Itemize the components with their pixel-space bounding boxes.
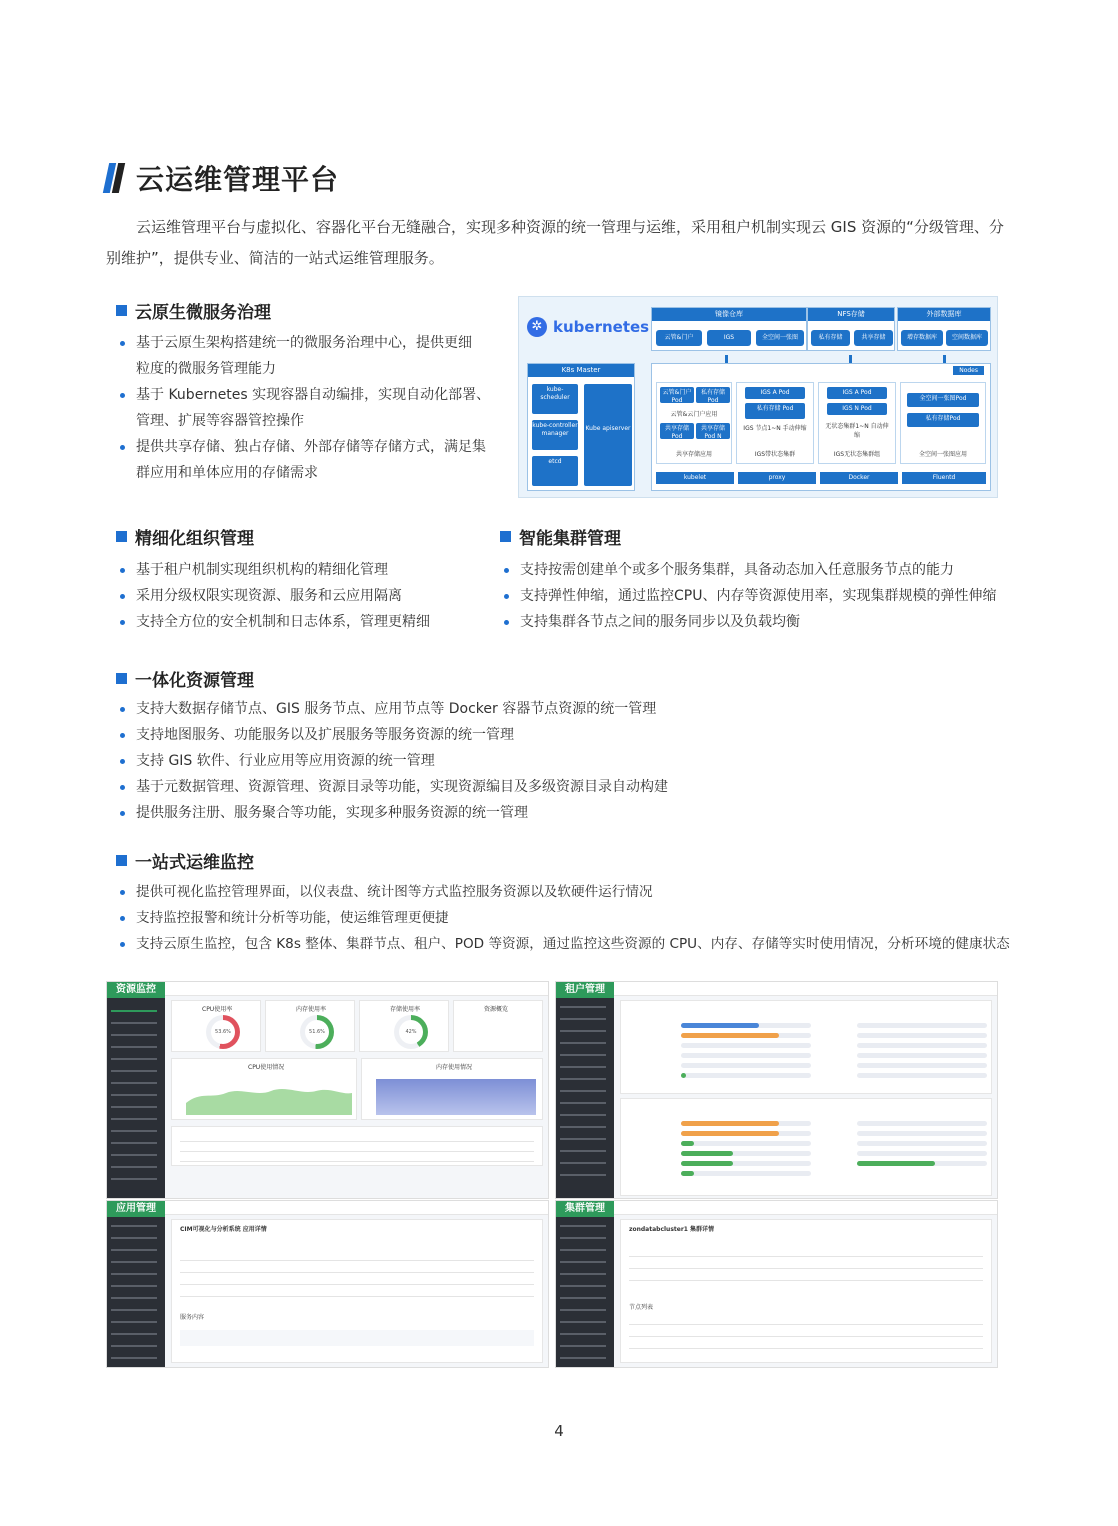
list-item: 支持云原生监控，包含 K8s 整体、集群节点、租户、POD 等资源，通过监控这些资源的 CPU、内存、存储等实时使用情况，分析环境的健康状态 [118, 931, 1018, 957]
list-item-cont: 管理、扩展等容器管控操作 [136, 413, 304, 429]
node-col: 全空间一张图Pod 私有存储Pod 全空间一张图应用 [900, 382, 986, 464]
screenshot-app-management [106, 1200, 549, 1368]
screenshot-cluster-management [555, 1200, 998, 1368]
list-item-cont: 粒度的微服务管理能力 [136, 361, 276, 377]
node-col: IGS A Pod IGS N Pod 无状态集群1~N 自动伸缩 IGS无状态集群组 [818, 382, 896, 464]
list-microservice [118, 330, 503, 486]
list-item: 基于云原生架构搭建统一的微服务治理中心，提供更细 [118, 330, 503, 356]
sidebar [556, 1201, 614, 1367]
sidebar [556, 982, 614, 1198]
list-item: 支持按需创建单个或多个服务集群，具备动态加入任意服务节点的能力 [502, 557, 1014, 583]
list-item: 支持全方位的安全机制和日志体系，管理更精细 [118, 609, 488, 635]
list-item: 采用分级权限实现资源、服务和云应用隔离 [118, 583, 488, 609]
title-mark-icon [106, 163, 124, 193]
panel-overview: 资源概览 [453, 1000, 543, 1052]
square-bullet-icon [116, 531, 127, 542]
title-row [106, 158, 339, 198]
sidebar [107, 1201, 165, 1367]
list-item: 支持地图服务、功能服务以及扩展服务等服务资源的统一管理 [118, 722, 998, 748]
node-col: IGS A Pod 私有存储 Pod IGS 节点1~N 手动伸缩 IGS带状态集群 [736, 382, 814, 464]
external-db-group: 外部数据库 增存数据库 空间数据库 [897, 307, 991, 351]
tenant-card-1 [620, 1000, 992, 1094]
list-item-cont: 群应用和单体应用的存储需求 [136, 465, 318, 481]
panel-cpu-chart: CPU使用情况 [171, 1058, 357, 1120]
square-bullet-icon [116, 855, 127, 866]
page-title: 云运维管理平台 [136, 163, 340, 196]
panel-memory-chart: 内存使用情况 [361, 1058, 543, 1120]
kubernetes-architecture-diagram [518, 296, 998, 498]
panel-cpu: CPU使用率 53.6% [171, 1000, 261, 1052]
list-item: 支持监控报警和统计分析等功能，使运维管理更便捷 [118, 905, 1018, 931]
topbar [165, 1201, 548, 1215]
k8s-nodes: Nodes 云管&门户 Pod 私有存储 Pod 云管&云门户应用 共享存储 Pod 共享存储 Pod N 共享存储应用 IGS A Pod 私有存储 Pod IGS 节点1~N 手动伸缩 IGS带状态集群 IGS A Pod IGS N Pod 无状态集群1~N 自动伸缩 IGS无状态集群组 全空间一张图Pod 私有存储Pod 全空间一张图应用 kubelet proxy Docker Fluentd [651, 363, 991, 491]
list-item: 支持 GIS 软件、行业应用等应用资源的统一管理 [118, 748, 998, 774]
topbar [614, 1201, 997, 1215]
section-heading-resource: 一体化资源管理 [116, 666, 254, 691]
screenshot-tenant-management [555, 981, 998, 1199]
section-heading-monitor: 一站式运维监控 [116, 848, 254, 873]
k8s-master: K8s Master kube-scheduler kube-controller manager etcd Kube apiserver [527, 363, 635, 491]
list-item: 支持集群各节点之间的服务同步以及负载均衡 [502, 609, 1014, 635]
section-heading-microservice [116, 298, 271, 323]
list-item: 基于租户机制实现组织机构的精细化管理 [118, 557, 488, 583]
square-bullet-icon [116, 673, 127, 684]
panel-storage: 存储使用率 42% [359, 1000, 449, 1052]
square-bullet-icon [116, 305, 127, 316]
panel-memory: 内存使用率 51.6% [265, 1000, 355, 1052]
panel-table [171, 1126, 543, 1166]
screenshot-resource-monitor [106, 981, 549, 1199]
tenant-card-2 [620, 1098, 992, 1196]
section-heading-org: 精细化组织管理 [116, 524, 254, 549]
topbar [165, 982, 548, 996]
kubernetes-logo: ✲ kubernetes [527, 317, 649, 337]
app-detail-panel: CIM可视化与分析系统 应用详情 服务内容 [171, 1219, 543, 1363]
section-title: 云原生微服务治理 [135, 303, 271, 323]
area-chart-icon [186, 1073, 352, 1115]
cluster-detail-panel: zondatabcluster1 集群详情 节点列表 [620, 1219, 992, 1363]
square-bullet-icon [500, 531, 511, 542]
section-heading-cluster: 智能集群管理 [500, 524, 621, 549]
sidebar [107, 982, 165, 1198]
list-item: 提供服务注册、服务聚合等功能，实现多种服务资源的统一管理 [118, 800, 998, 826]
helm-wheel-icon: ✲ [527, 317, 547, 337]
list-resource [118, 696, 998, 826]
list-item: 基于元数据管理、资源管理、资源目录等功能，实现资源编目及多级资源目录自动构建 [118, 774, 998, 800]
intro-paragraph: 云运维管理平台与虚拟化、容器化平台无缝融合，实现多种资源的统一管理与运维，采用租户机制实现云 GIS 资源的“分级管理、分别维护”，提供专业、简洁的一站式运维管理服务。 [106, 218, 1004, 267]
list-monitor [118, 879, 1018, 957]
node-col: 云管&门户 Pod 私有存储 Pod 云管&云门户应用 共享存储 Pod 共享存储 Pod N 共享存储应用 [656, 382, 732, 464]
list-item: 基于 Kubernetes 实现容器自动编排，实现自动化部署、 [118, 382, 503, 408]
list-cluster [502, 557, 1014, 635]
list-item: 支持大数据存储节点、GIS 服务节点、应用节点等 Docker 容器节点资源的统一管理 [118, 696, 998, 722]
list-item: 提供可视化监控管理界面，以仪表盘、统计图等方式监控服务资源以及软硬件运行情况 [118, 879, 1018, 905]
screenshot-label: 集群管理 [556, 1201, 614, 1217]
nfs-group: NFS存储 私有存储 共享存储 [807, 307, 895, 351]
list-item: 支持弹性伸缩，通过监控CPU、内存等资源使用率，实现集群规模的弹性伸缩 [502, 583, 1014, 609]
page-number: 4 [554, 1422, 564, 1440]
list-item: 提供共享存储、独占存储、外部存储等存储方式，满足集 [118, 434, 503, 460]
registry-group: 镜像仓库 云管&门户 IGS 全空间一张图 [651, 307, 807, 351]
screenshot-label: 租户管理 [556, 982, 614, 998]
list-org [118, 557, 488, 635]
screenshot-label: 应用管理 [107, 1201, 165, 1217]
topbar [614, 982, 997, 996]
screenshot-label: 资源监控 [107, 982, 165, 998]
